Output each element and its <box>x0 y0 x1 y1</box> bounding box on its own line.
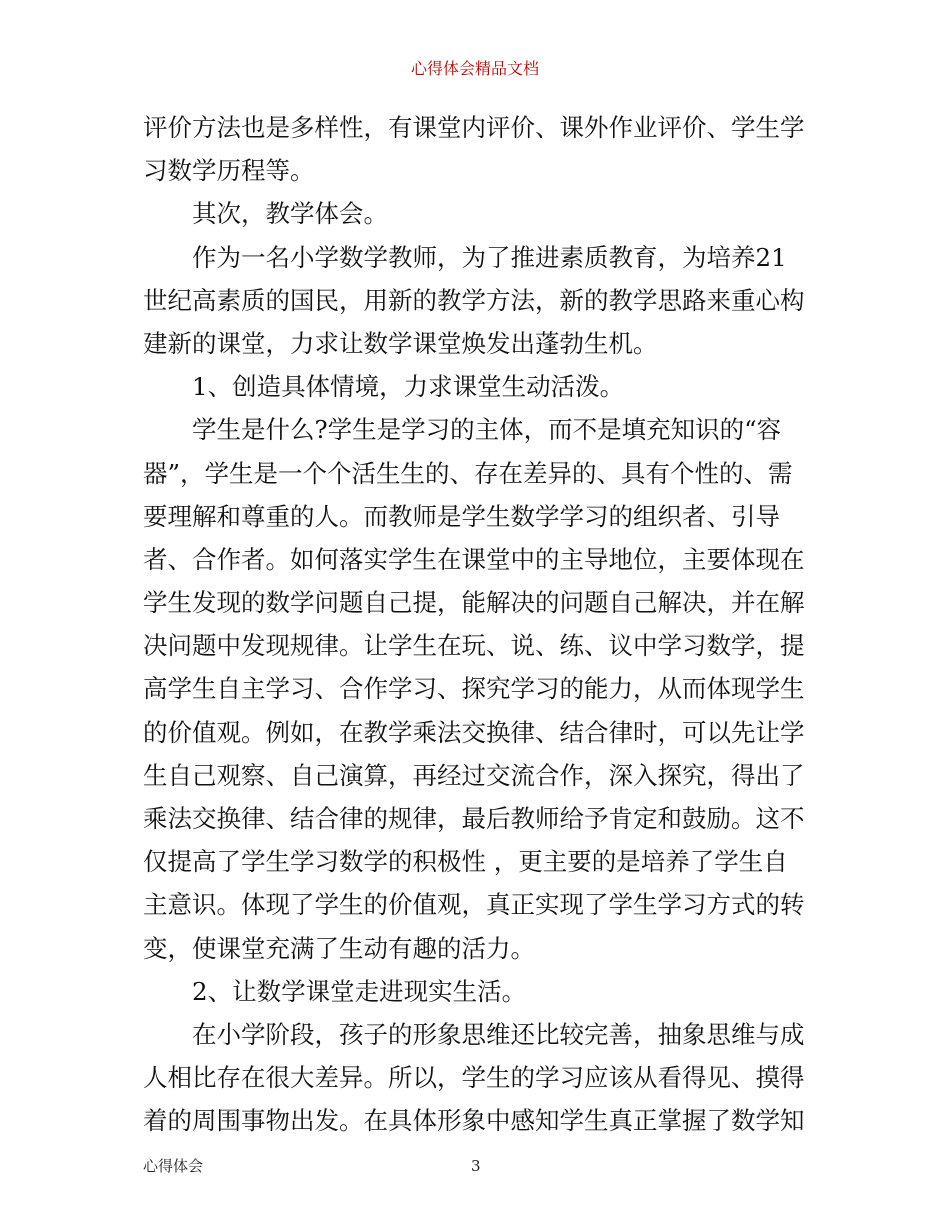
section-heading-1: 1、创造具体情境，力求课堂生动活泼。 <box>192 372 625 402</box>
text-line: 习数学历程等。 <box>143 156 315 186</box>
text-line: 仅提高了学生学习数学的积极性 ，更主要的是培养了学生自 <box>143 847 788 877</box>
text-line: 作为一名小学数学教师，为了推进素质教育，为培养21 <box>192 242 787 272</box>
text-line: 的价值观。例如，在教学乘法交换律、结合律时，可以先让学 <box>143 717 805 747</box>
section-heading-2: 2、让数学课堂走进现实生活。 <box>192 976 527 1006</box>
text-line: 要理解和尊重的人。而教师是学生数学学习的组织者、引导 <box>143 501 780 531</box>
page-header-title: 心得体会精品文档 <box>410 59 539 78</box>
text-line: 生自己观察、自己演算，再经过交流合作，深入探究，得出了 <box>143 760 805 790</box>
text-line: 学生发现的数学问题自己提，能解决的问题自己解决，并在解 <box>143 588 805 618</box>
text-line: 建新的课堂，力求让数学课堂焕发出蓬勃生机。 <box>143 328 658 358</box>
text-line: 人相比存在很大差异。所以，学生的学习应该从看得见、摸得 <box>143 1063 805 1093</box>
text-line: 者、合作者。如何落实学生在课堂中的主导地位，主要体现在 <box>143 544 805 574</box>
page-footer <box>143 1155 811 1177</box>
text-line: 在小学阶段，孩子的形象思维还比较完善，抽象思维与成 <box>192 1019 805 1049</box>
text-line: 着的周围事物出发。在具体形象中感知学生真正掌握了数学知 <box>143 1106 805 1136</box>
page-number: 3 <box>471 1157 481 1175</box>
text-line: 乘法交换律、结合律的规律，最后教师给予肯定和鼓励。这不 <box>143 804 805 833</box>
text-line: 变，使课堂充满了生动有趣的活力。 <box>143 933 535 963</box>
text-line: 决问题中发现规律。让学生在玩、说、练、议中学习数学，提 <box>143 631 805 661</box>
footer-label: 心得体会 <box>143 1157 204 1175</box>
document-body <box>143 106 811 1143</box>
paragraph-heading: 其次，教学体会。 <box>192 199 388 229</box>
text-line: 学生是什么?学生是学习的主体，而不是填充知识的“容 <box>192 415 782 445</box>
text-line: 评价方法也是多样性，有课堂内评价、课外作业评价、学生学 <box>143 113 805 142</box>
text-line: 器”，学生是一个个活生生的、存在差异的、具有个性的、需 <box>143 458 793 488</box>
text-line: 主意识。体现了学生的价值观，真正实现了学生学习方式的转 <box>143 890 805 920</box>
text-line: 世纪高素质的国民，用新的教学方法，新的教学思路来重心构 <box>143 285 805 315</box>
text-line: 高学生自主学习、合作学习、探究学习的能力，从而体现学生 <box>143 674 805 704</box>
